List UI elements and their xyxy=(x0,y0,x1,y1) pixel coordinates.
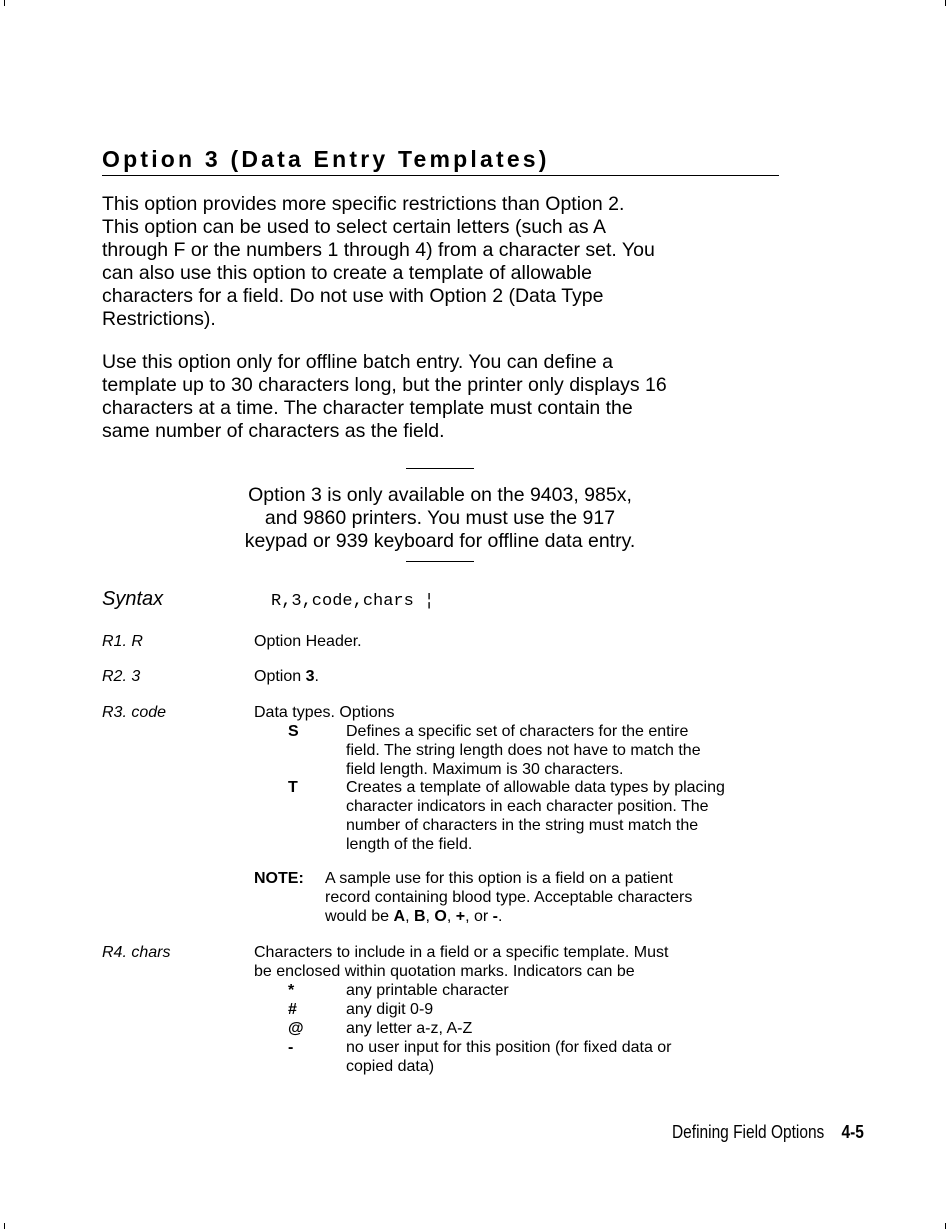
text-line: Restrictions). xyxy=(102,308,216,330)
text-line: Use this option only for offline batch entry. You can define a xyxy=(102,351,613,373)
crop-mark xyxy=(4,1223,5,1229)
syntax-code: R,3,code,chars ¦ xyxy=(271,592,435,611)
indicator-code-asterisk: * xyxy=(288,982,295,999)
note-rule-bottom xyxy=(406,561,474,562)
crop-mark xyxy=(945,1223,946,1229)
text-line xyxy=(325,907,692,926)
text-line: length of the field. xyxy=(346,836,473,853)
blood-type-value: + xyxy=(455,908,466,925)
param-text-r4 xyxy=(254,943,668,981)
indicator-desc-dash xyxy=(346,1038,672,1076)
usage-paragraph xyxy=(102,351,792,443)
separator: , xyxy=(446,908,456,925)
param-label-r2: R2. 3 xyxy=(102,668,141,685)
text-line: can also use this option to create a template of allowable xyxy=(102,262,592,284)
note-label: NOTE: xyxy=(254,870,304,887)
text-line: Characters to include in a field or a specific template. Must xyxy=(254,944,669,961)
option-code-s: S xyxy=(288,723,299,740)
option-desc-s xyxy=(346,722,701,779)
crop-mark xyxy=(945,0,946,6)
text-line: template up to 30 characters long, but the printer only displays 16 xyxy=(102,374,667,396)
page-footer xyxy=(672,1122,864,1143)
option-desc-t xyxy=(346,778,725,854)
option-number: 3 xyxy=(305,668,315,685)
param-text-r3: Data types. Options xyxy=(254,704,395,721)
param-label-r4: R4. chars xyxy=(102,944,171,961)
param-text-r1: Option Header. xyxy=(254,633,362,650)
note-rule-top xyxy=(406,468,474,469)
crop-mark xyxy=(4,0,5,6)
text-line: Defines a specific set of characters for the entire xyxy=(346,723,689,740)
text-line: character indicators in each character position. The xyxy=(346,798,709,815)
blood-type-value: A xyxy=(393,908,406,925)
note-text xyxy=(325,869,692,926)
text-line: be enclosed within quotation marks. Indicators can be xyxy=(254,963,635,980)
text-line: characters for a field. Do not use with Option 2 (Data Type xyxy=(102,285,604,307)
text-line: number of characters in the string must match the xyxy=(346,817,699,834)
text-line: through F or the numbers 1 through 4) from a character set. You xyxy=(102,239,655,261)
text-line: field. The string length does not have to match the xyxy=(346,742,701,759)
text-line: same number of characters as the field. xyxy=(102,420,445,442)
text-part: would be xyxy=(325,908,394,925)
text-line: This option can be used to select certain letters (such as A xyxy=(102,216,607,238)
indicator-code-hash: # xyxy=(288,1001,297,1018)
text-line: no user input for this position (for fixed data or xyxy=(346,1039,672,1056)
text-line: A sample use for this option is a field on a patient xyxy=(325,870,673,887)
footer-section: Defining Field Options xyxy=(672,1122,825,1142)
text-line: This option provides more specific restrictions than Option 2. xyxy=(102,193,625,215)
text-line: characters at a time. The character template must contain the xyxy=(102,397,633,419)
text-line: Creates a template of allowable data types by placing xyxy=(346,779,725,796)
indicator-desc-asterisk: any printable character xyxy=(346,982,509,999)
text-line: Option 3 is only available on the 9403, 985x, xyxy=(248,484,632,506)
param-label-r3: R3. code xyxy=(102,704,167,721)
separator: . xyxy=(497,908,503,925)
text-line: and 9860 printers. You must use the 917 xyxy=(264,507,616,529)
param-label-r1: R1. R xyxy=(102,633,143,650)
separator: , xyxy=(405,908,414,925)
separator: , xyxy=(425,908,435,925)
text-part: Option xyxy=(254,668,306,685)
text-line: record containing blood type. Acceptable characters xyxy=(325,889,693,906)
blood-type-value: - xyxy=(492,908,498,925)
syntax-label: Syntax xyxy=(102,588,164,610)
text-part: . xyxy=(314,668,319,685)
blood-type-value: B xyxy=(413,908,426,925)
indicator-code-dash: - xyxy=(288,1039,294,1056)
separator: , or xyxy=(465,908,493,925)
option-code-t: T xyxy=(288,779,298,796)
text-line: copied data) xyxy=(346,1058,435,1075)
blood-type-value: O xyxy=(434,908,447,925)
page-number: 4-5 xyxy=(841,1122,864,1142)
text-line: field length. Maximum is 30 characters. xyxy=(346,761,624,778)
param-text-r2 xyxy=(254,667,319,686)
indicator-desc-at: any letter a-z, A-Z xyxy=(346,1020,473,1037)
section-heading: Option 3 (Data Entry Templates) xyxy=(102,146,779,176)
intro-paragraph xyxy=(102,193,792,331)
indicator-code-at: @ xyxy=(288,1020,304,1037)
text-line: keypad or 939 keyboard for offline data entry. xyxy=(244,530,636,552)
indicator-desc-hash: any digit 0-9 xyxy=(346,1001,434,1018)
availability-note xyxy=(180,484,700,553)
